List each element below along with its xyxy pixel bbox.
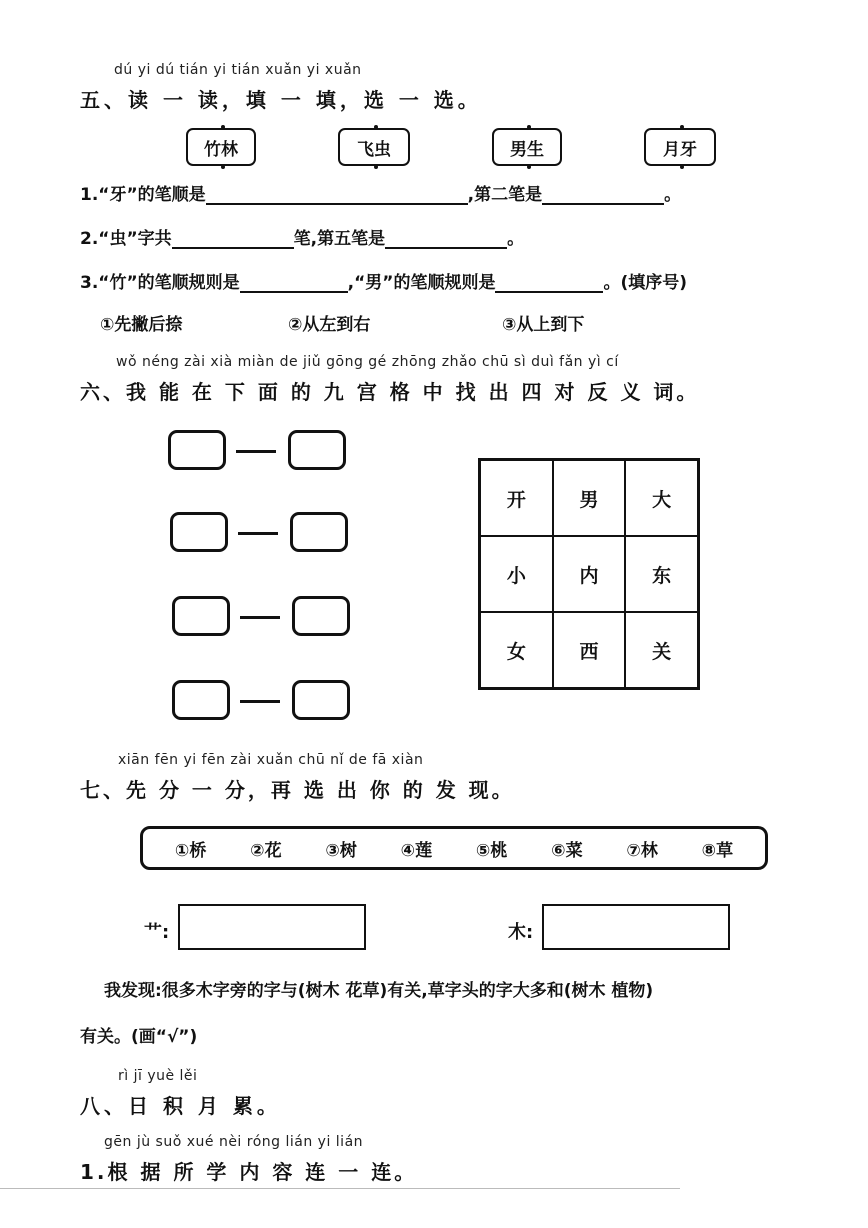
antonym-pair-2-right[interactable]: [290, 512, 348, 552]
section7-heading: 七、先 分 一 分，再 选 出 你 的 发 现。: [80, 778, 515, 802]
option-8: ⑧草: [701, 840, 734, 861]
section8-pinyin: rì jī yuè lěi: [118, 1068, 198, 1084]
question-3-blank-2[interactable]: [495, 273, 603, 293]
word-card-4: 月牙: [644, 128, 716, 166]
wood-radical-answer-box[interactable]: [542, 904, 730, 950]
section7-pinyin: xiān fēn yi fēn zài xuǎn chū nǐ de fā xiàn: [118, 752, 424, 768]
nine-grid: [478, 458, 700, 690]
antonym-pair-2-dash: [238, 532, 278, 535]
grid-cell-7: 女: [480, 612, 553, 688]
antonym-pair-4-dash: [240, 700, 280, 703]
question-3-text-a: 3.“竹”的笔顺规则是: [80, 273, 240, 293]
word-card-3: 男生: [492, 128, 562, 166]
question-3-text-b: ,“男”的笔顺规则是: [347, 273, 496, 293]
section8-sub-pinyin: gēn jù suǒ xué nèi róng lián yi lián: [104, 1134, 364, 1150]
section5-pinyin: dú yi dú tián yi tián xuǎn yi xuǎn: [114, 62, 362, 78]
option-6: ⑥菜: [551, 840, 583, 861]
question-1-text-b: ,第二笔是: [467, 185, 543, 205]
option-3: ③树: [325, 840, 357, 861]
question-2-text-c: 。: [507, 229, 525, 249]
antonym-pair-3-left[interactable]: [172, 596, 230, 636]
section6-heading: 六、我 能 在 下 面 的 九 宫 格 中 找 出 四 对 反 义 词。: [80, 380, 700, 404]
section6-pinyin: wǒ néng zài xià miàn de jiǔ gōng gé zhōng zhǎo chū sì duì fǎn yì cí: [116, 354, 619, 370]
option-4: ④莲: [400, 840, 433, 861]
antonym-pair-1-right[interactable]: [288, 430, 346, 470]
question-1-blank-2[interactable]: [542, 185, 664, 205]
finding-line-2: 有关。(画“√”): [80, 1027, 198, 1047]
grass-radical-answer-box[interactable]: [178, 904, 366, 950]
character-options: [140, 826, 768, 870]
antonym-pair-4-right[interactable]: [292, 680, 350, 720]
question-2-blank-1[interactable]: [172, 229, 294, 249]
rule-option-2: ②从左到右: [288, 315, 371, 335]
grass-radical-label: 艹:: [144, 922, 170, 943]
question-2-text-b: 笔,第五笔是: [293, 229, 386, 249]
bottom-divider: [0, 1188, 680, 1189]
section5-heading: 五、读 一 读，填 一 填，选 一 选。: [80, 88, 482, 112]
question-1-blank-1[interactable]: [206, 185, 468, 205]
finding-line-1: 我发现:很多木字旁的字与(树木 花草)有关,草字头的字大多和(树木 植物): [104, 981, 654, 1001]
grid-cell-5: 内: [553, 536, 626, 612]
word-card-1: 竹林: [186, 128, 256, 166]
rule-option-1: ①先撇后捺: [100, 315, 183, 335]
option-1: ①桥: [174, 840, 207, 861]
grid-cell-2: 男: [553, 460, 626, 536]
antonym-pair-2-left[interactable]: [170, 512, 228, 552]
grid-cell-8: 西: [553, 612, 626, 688]
question-2-blank-2[interactable]: [385, 229, 507, 249]
option-2: ②花: [250, 840, 282, 861]
antonym-pair-4-left[interactable]: [172, 680, 230, 720]
grid-cell-6: 东: [625, 536, 698, 612]
question-2-text-a: 2.“虫”字共: [80, 229, 172, 249]
question-3: [80, 268, 687, 293]
antonym-pair-3-dash: [240, 616, 280, 619]
grid-cell-1: 开: [480, 460, 553, 536]
section8-heading: 八、日 积 月 累。: [80, 1094, 281, 1118]
antonym-pair-3-right[interactable]: [292, 596, 350, 636]
section8-sub-heading: 1.根 据 所 学 内 容 连 一 连。: [80, 1160, 418, 1184]
question-3-blank-1[interactable]: [240, 273, 348, 293]
grid-cell-4: 小: [480, 536, 553, 612]
wood-radical-label: 木:: [508, 922, 534, 943]
word-card-2: 飞虫: [338, 128, 410, 166]
option-7: ⑦林: [626, 840, 658, 861]
rule-option-3: ③从上到下: [502, 315, 585, 335]
option-5: ⑤桃: [475, 840, 508, 861]
grid-cell-3: 大: [625, 460, 698, 536]
question-1-text-a: 1.“牙”的笔顺是: [80, 185, 206, 205]
question-1: [80, 180, 681, 205]
question-3-text-c: 。(填序号): [603, 273, 687, 293]
antonym-pair-1-left[interactable]: [168, 430, 226, 470]
grid-cell-9: 关: [625, 612, 698, 688]
question-1-text-c: 。: [664, 185, 682, 205]
antonym-pair-1-dash: [236, 450, 276, 453]
question-2: [80, 224, 524, 249]
